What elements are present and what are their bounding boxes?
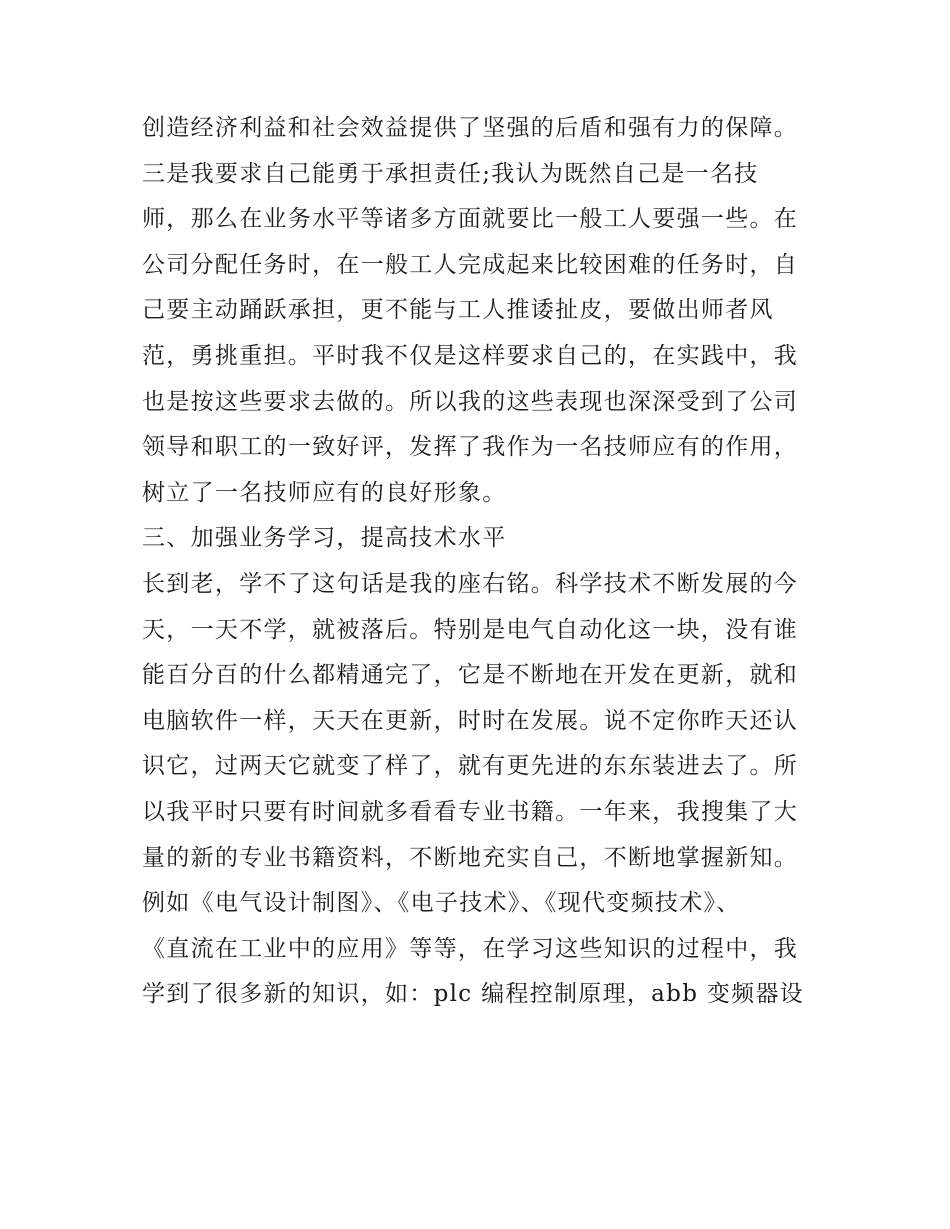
text-line: 领导和职工的一致好评，发挥了我作为一名技师应有的作用， xyxy=(142,434,799,461)
text-line: 三是我要求自己能勇于承担责任;我认为既然自己是一名技 xyxy=(142,160,759,187)
text-line: 学到了很多新的知识，如：plc 编程控制原理，abb 变频器设 xyxy=(142,981,805,1008)
text-line: 以我平时只要有时间就多看看专业书籍。一年来，我搜集了大 xyxy=(142,798,799,825)
text-line: 树立了一名技师应有的良好形象。 xyxy=(142,479,507,506)
text-line: 师，那么在业务水平等诸多方面就要比一般工人要强一些。在 xyxy=(142,206,799,233)
body-text xyxy=(142,106,822,1018)
text-line: 己要主动踊跃承担，更不能与工人推诿扯皮，要做出师者风 xyxy=(142,297,774,324)
text-line: 创造经济利益和社会效益提供了坚强的后盾和强有力的保障。 xyxy=(142,115,799,141)
text-line: 电脑软件一样，天天在更新，时时在发展。说不定你昨天还认 xyxy=(142,707,799,734)
text-line: 长到老，学不了这句话是我的座右铭。科学技术不断发展的今 xyxy=(142,570,799,597)
text-line: 量的新的专业书籍资料，不断地充实自己，不断地掌握新知。 xyxy=(142,844,799,871)
text-line: 《直流在工业中的应用》等等，在学习这些知识的过程中，我 xyxy=(142,935,799,962)
text-line: 也是按这些要求去做的。所以我的这些表现也深深受到了公司 xyxy=(142,388,799,415)
text-line: 例如《电气设计制图》、《电子技术》、《现代变频技术》、 xyxy=(142,890,741,917)
text-line: 能百分百的什么都精通完了，它是不断地在开发在更新，就和 xyxy=(142,662,799,689)
text-line: 识它，过两天它就变了样了，就有更先进的东东装进去了。所 xyxy=(142,753,799,780)
text-line: 公司分配任务时，在一般工人完成起来比较困难的任务时，自 xyxy=(142,251,799,278)
section-heading: 三、加强业务学习，提高技术水平 xyxy=(142,525,507,552)
text-line: 天，一天不学，就被落后。特别是电气自动化这一块，没有谁 xyxy=(142,616,799,643)
text-line: 范，勇挑重担。平时我不仅是这样要求自己的，在实践中，我 xyxy=(142,342,799,369)
